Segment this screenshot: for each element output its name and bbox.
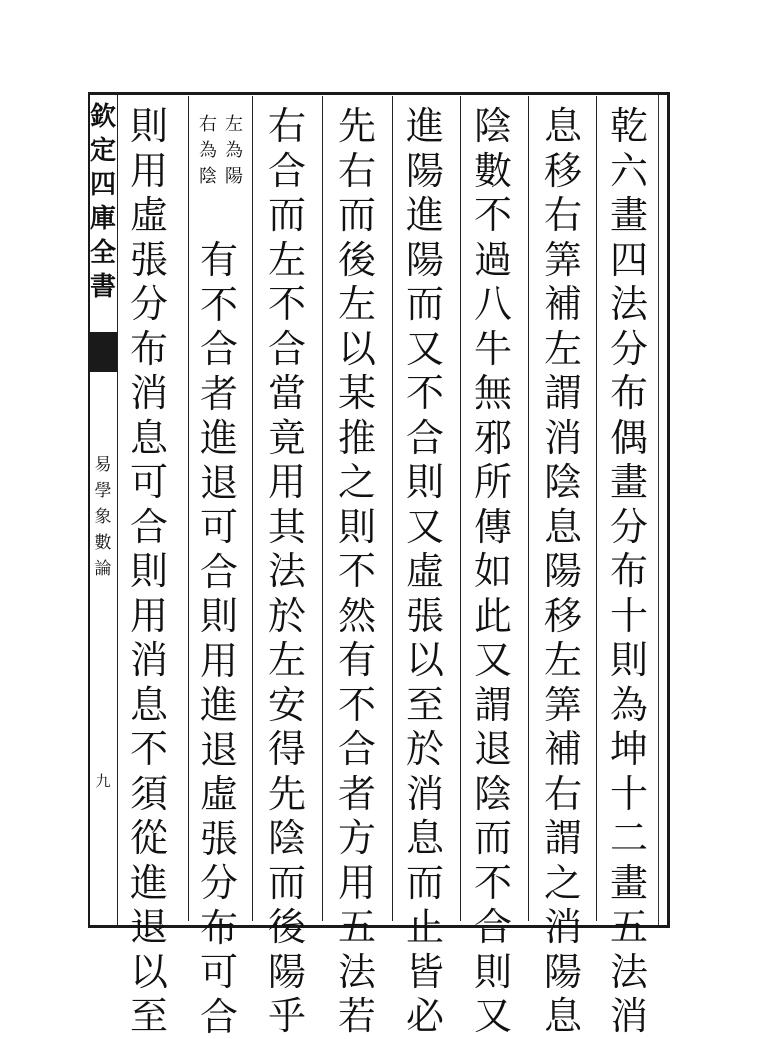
text-char: 右 (544, 193, 582, 238)
text-char: 退 (200, 461, 238, 506)
text-char: 消 (544, 416, 582, 461)
annotation-char: 陰 (199, 164, 217, 190)
text-char: 不 (474, 193, 512, 238)
text-char: 陽 (406, 149, 444, 194)
text-char: 後 (268, 905, 306, 950)
text-char: 若 (338, 994, 376, 1039)
text-char: 筭 (544, 238, 582, 283)
text-char: 右 (544, 772, 582, 817)
text-char: 則 (200, 594, 238, 639)
text-char: 如 (474, 549, 512, 594)
text-char: 安 (268, 683, 306, 728)
text-char: 傳 (474, 505, 512, 550)
text-char: 然 (338, 594, 376, 639)
text-char: 十 (610, 594, 648, 639)
text-char: 以 (130, 950, 168, 995)
text-char: 畫 (610, 460, 648, 505)
annotation-column-1 (224, 112, 244, 190)
text-char: 於 (406, 727, 444, 772)
section-title-char: 數 (95, 530, 112, 556)
text-char: 又 (406, 327, 444, 372)
text-char: 張 (200, 817, 238, 862)
text-char: 有 (200, 238, 238, 283)
book-title-char: 定 (90, 134, 116, 168)
text-char: 可 (130, 460, 168, 505)
text-char: 筭 (544, 683, 582, 728)
text-char: 法 (268, 549, 306, 594)
text-char: 八 (474, 282, 512, 327)
text-char: 又 (406, 505, 444, 550)
text-char: 得 (268, 727, 306, 772)
section-title-char: 學 (95, 478, 112, 504)
text-char: 偶 (610, 416, 648, 461)
text-char: 數 (474, 149, 512, 194)
text-char: 謂 (544, 816, 582, 861)
text-char: 謂 (544, 371, 582, 416)
text-char: 不 (338, 549, 376, 594)
text-char: 可 (200, 950, 238, 995)
text-char: 用 (130, 149, 168, 194)
text-char: 十 (610, 772, 648, 817)
text-char: 邪 (474, 416, 512, 461)
text-char: 分 (610, 505, 648, 550)
text-column-3 (470, 104, 516, 1039)
text-char: 則 (338, 505, 376, 550)
text-char: 不 (200, 283, 238, 328)
text-char: 為 (610, 683, 648, 728)
text-char: 布 (200, 906, 238, 951)
text-char: 退 (200, 728, 238, 773)
text-char: 分 (200, 861, 238, 906)
text-char: 消 (406, 772, 444, 817)
text-char: 而 (474, 816, 512, 861)
text-char: 乾 (610, 104, 648, 149)
text-char: 必 (406, 994, 444, 1039)
text-char: 退 (130, 905, 168, 950)
text-char: 合 (130, 505, 168, 550)
text-char: 合 (200, 550, 238, 595)
text-char: 左 (338, 282, 376, 327)
column-rule (596, 96, 597, 921)
text-char: 用 (338, 861, 376, 906)
text-char: 合 (268, 149, 306, 194)
text-char: 虛 (406, 549, 444, 594)
text-char: 而 (406, 282, 444, 327)
text-char: 用 (130, 594, 168, 639)
book-title (89, 100, 117, 304)
text-char: 止 (406, 905, 444, 950)
text-char: 以 (406, 638, 444, 683)
text-char: 六 (610, 149, 648, 194)
text-char: 牛 (474, 327, 512, 372)
text-char: 左 (268, 238, 306, 283)
text-char: 息 (544, 994, 582, 1039)
text-char: 息 (544, 505, 582, 550)
text-char: 又 (474, 638, 512, 683)
text-char: 左 (268, 638, 306, 683)
text-char: 布 (130, 327, 168, 372)
text-char: 進 (200, 416, 238, 461)
text-char: 陰 (474, 772, 512, 817)
text-char: 又 (474, 994, 512, 1039)
text-char: 虛 (130, 193, 168, 238)
text-char: 陰 (474, 104, 512, 149)
section-title-char: 論 (95, 556, 112, 582)
text-char: 不 (474, 861, 512, 906)
text-char: 補 (544, 282, 582, 327)
annotation-char: 為 (199, 138, 217, 164)
column-rule (188, 96, 189, 921)
text-char: 者 (338, 772, 376, 817)
fish-tail-mark (89, 332, 117, 372)
text-char: 後 (338, 238, 376, 283)
text-char: 左 (544, 638, 582, 683)
text-char: 進 (406, 193, 444, 238)
text-char: 退 (474, 727, 512, 772)
text-char: 則 (130, 104, 168, 149)
text-char: 合 (406, 416, 444, 461)
annotation-char: 左 (225, 112, 243, 138)
text-char: 先 (268, 772, 306, 817)
text-char: 陰 (544, 460, 582, 505)
text-char: 息 (130, 683, 168, 728)
text-char: 於 (268, 594, 306, 639)
text-char: 右 (268, 104, 306, 149)
text-char: 者 (200, 372, 238, 417)
text-column-2 (540, 104, 586, 1039)
text-char: 此 (474, 594, 512, 639)
text-char: 進 (200, 683, 238, 728)
text-char: 須 (130, 772, 168, 817)
text-char: 陽 (268, 950, 306, 995)
text-char: 先 (338, 104, 376, 149)
text-char: 息 (130, 416, 168, 461)
text-char: 不 (406, 371, 444, 416)
text-char: 消 (130, 638, 168, 683)
text-char: 至 (406, 683, 444, 728)
text-char: 陽 (406, 238, 444, 283)
column-rule (528, 96, 529, 921)
text-char: 不 (130, 727, 168, 772)
text-char: 而 (268, 193, 306, 238)
text-char: 布 (610, 549, 648, 594)
text-char: 左 (544, 327, 582, 372)
text-char: 乎 (268, 994, 306, 1039)
annotation-char: 為 (225, 138, 243, 164)
text-char: 合 (200, 327, 238, 372)
text-char: 息 (406, 816, 444, 861)
text-column-6 (264, 104, 310, 1039)
text-char: 某 (338, 371, 376, 416)
text-char: 謂 (474, 683, 512, 728)
text-char: 合 (268, 327, 306, 372)
text-char: 法 (610, 950, 648, 995)
text-char: 從 (130, 816, 168, 861)
column-rule (322, 96, 323, 921)
text-char: 消 (130, 371, 168, 416)
text-char: 陽 (544, 549, 582, 594)
annotation-char: 陽 (225, 164, 243, 190)
text-char: 四 (610, 238, 648, 283)
text-char: 則 (474, 950, 512, 995)
section-title-char: 象 (95, 504, 112, 530)
text-char: 竟 (268, 416, 306, 461)
text-char: 陽 (544, 950, 582, 995)
text-char: 則 (130, 549, 168, 594)
text-char: 移 (544, 594, 582, 639)
text-char: 畫 (610, 861, 648, 906)
text-char: 分 (130, 282, 168, 327)
text-char: 有 (338, 638, 376, 683)
text-char: 虛 (200, 772, 238, 817)
text-char: 布 (610, 371, 648, 416)
column-rule (252, 96, 253, 921)
text-char: 則 (406, 460, 444, 505)
text-char: 而 (268, 861, 306, 906)
text-column-7 (196, 238, 242, 1039)
text-column-8 (126, 104, 172, 1039)
text-char: 合 (200, 995, 238, 1039)
text-char: 用 (200, 639, 238, 684)
column-rule (392, 96, 393, 921)
text-char: 消 (544, 905, 582, 950)
text-char: 合 (338, 727, 376, 772)
column-rule (460, 96, 461, 921)
text-char: 消 (610, 994, 648, 1039)
text-char: 以 (338, 327, 376, 372)
book-title-char: 四 (90, 168, 116, 202)
text-column-5 (334, 104, 380, 1039)
text-char: 所 (474, 460, 512, 505)
text-char: 皆 (406, 950, 444, 995)
text-char: 過 (474, 238, 512, 283)
text-char: 而 (406, 861, 444, 906)
text-char: 畫 (610, 193, 648, 238)
text-char: 則 (610, 638, 648, 683)
annotation-char: 右 (199, 112, 217, 138)
text-char: 之 (544, 861, 582, 906)
text-char: 分 (610, 327, 648, 372)
book-title-char: 書 (90, 270, 116, 304)
text-char: 可 (200, 505, 238, 550)
book-title-char: 庫 (90, 202, 116, 236)
text-char: 陰 (268, 816, 306, 861)
annotation-column-2 (198, 112, 218, 190)
text-char: 當 (268, 371, 306, 416)
section-title-char: 易 (95, 452, 112, 478)
text-char: 進 (406, 104, 444, 149)
text-char: 二 (610, 816, 648, 861)
text-char: 推 (338, 416, 376, 461)
text-char: 其 (268, 505, 306, 550)
text-column-4 (402, 104, 448, 1039)
text-char: 法 (610, 282, 648, 327)
text-column-1 (606, 104, 652, 1039)
text-char: 張 (130, 238, 168, 283)
text-char: 張 (406, 594, 444, 639)
text-char: 至 (130, 994, 168, 1039)
text-char: 用 (268, 460, 306, 505)
book-title-char: 全 (90, 236, 116, 270)
text-char: 不 (268, 282, 306, 327)
text-char: 進 (130, 861, 168, 906)
text-char: 坤 (610, 727, 648, 772)
text-char: 方 (338, 816, 376, 861)
text-char: 五 (338, 905, 376, 950)
section-title (92, 452, 114, 582)
book-title-char: 欽 (90, 100, 116, 134)
text-char: 補 (544, 727, 582, 772)
text-char: 之 (338, 460, 376, 505)
text-char: 移 (544, 149, 582, 194)
text-char: 法 (338, 950, 376, 995)
text-char: 息 (544, 104, 582, 149)
text-char: 五 (610, 905, 648, 950)
text-char: 不 (338, 683, 376, 728)
text-char: 合 (474, 905, 512, 950)
page-number: 九 (94, 770, 112, 791)
text-char: 右 (338, 149, 376, 194)
text-char: 而 (338, 193, 376, 238)
text-char: 無 (474, 371, 512, 416)
